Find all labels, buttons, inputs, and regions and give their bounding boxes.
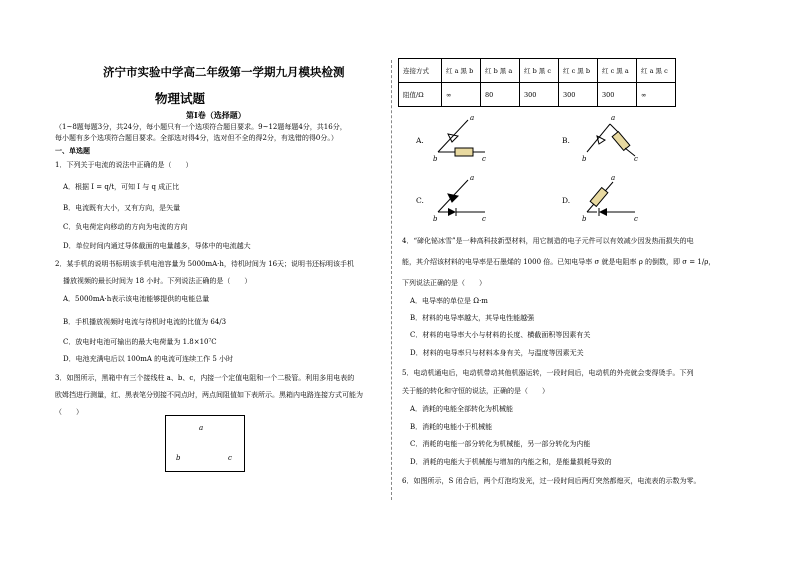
table-cell: 红 c 黑 a xyxy=(598,59,637,83)
column-divider xyxy=(391,60,392,500)
q3-stem-1: 3．如图所示，黑箱中有三个接线柱 a、b、c，内接一个定值电阻和一个二极管。利用多用电表的 xyxy=(55,374,355,382)
table-cell: 红 a 黑 c xyxy=(637,59,676,83)
table-cell: 300 xyxy=(598,83,637,107)
fig-d-terminal-c: c xyxy=(634,215,638,223)
fig-b-terminal-b: b xyxy=(582,155,587,163)
fig-d-terminal-a: a xyxy=(611,174,616,182)
q5-option-c: C．消耗的电能一部分转化为机械能，另一部分转化为内能 xyxy=(410,440,591,448)
q5-stem-1: 5．电动机通电后，电动机带动其他机器运转，一段时间后，电动机的外壳就会变得烫手。下列 xyxy=(402,369,694,377)
q3-stem-2: 欧姆挡进行测量，红、黑表笔分别接不同点时，两点间阻值如下表所示。黑箱内电路连接方式可能为 xyxy=(55,391,363,399)
q2-option-d: D．电池充满电后以 100mA 的电流可连续工作 5 小时 xyxy=(63,355,234,363)
table-header-resistance: 阻值/Ω xyxy=(399,83,442,107)
table-cell: 红 c 黑 b xyxy=(559,59,598,83)
measurement-table xyxy=(398,58,676,107)
school-title: 济宁市实验中学高二年级第一学期九月模块检测 xyxy=(103,65,345,79)
terminal-a: a xyxy=(199,424,204,432)
q5-option-a: A．消耗的电能全部转化为机械能 xyxy=(410,405,514,413)
circuit-option-c xyxy=(430,172,500,227)
table-row xyxy=(399,59,676,83)
instructions-line-2: 每小题有多个选项符合题目要求。全部选对得4分，选对但不全的得2分，有选错的得0分。） xyxy=(55,134,338,142)
q1-option-d: D．单位时间内通过导体截面的电量越多，导体中的电流越大 xyxy=(63,242,251,250)
q4-option-a: A．电导率的单位是 Ω·m xyxy=(410,297,488,305)
q1-option-c: C．负电荷定向移动的方向为电流的方向 xyxy=(63,223,188,231)
fig-c-terminal-c: c xyxy=(482,215,486,223)
q3-stem-3: （ ） xyxy=(55,408,83,416)
q2-option-b: B．手机播放视频时电流与待机时电流的比值为 64/3 xyxy=(63,318,227,326)
circuit-option-a xyxy=(430,112,500,167)
instructions-line-1: （1~8题每题3分，共24分，每小题只有一个选项符合题目要求。9~12题每题4分，共16分， xyxy=(55,123,347,131)
q5-stem-2: 关于能的转化和守恒的说法，正确的是（ ） xyxy=(402,387,549,395)
fig-a-terminal-b: b xyxy=(433,155,438,163)
table-cell: 80 xyxy=(481,83,520,107)
fig-a-terminal-c: c xyxy=(482,155,486,163)
fig-b-terminal-c: c xyxy=(634,155,638,163)
q5-option-d: D．消耗的电能大于机械能与增加的内能之和，是能量损耗导致的 xyxy=(410,458,612,466)
option-a-label: A. xyxy=(416,136,424,145)
q1-option-a: A．根据 I = q/t，可知 I 与 q 成正比 xyxy=(63,183,180,191)
q4-option-d: D．材料的电导率只与材料本身有关，与温度等因素无关 xyxy=(410,349,584,357)
part-title: 第Ⅰ卷（选择题） xyxy=(186,110,246,120)
table-cell: ∞ xyxy=(442,83,481,107)
table-row xyxy=(399,83,676,107)
option-b-label: B. xyxy=(562,136,570,145)
q4-stem-2: 能，其介绍该材料的电导率是石墨烯的 1000 倍。已知电导率 σ 就是电阻率 ρ 的倒数，即 σ = 1/ρ， xyxy=(402,258,716,266)
table-cell: 红 b 黑 c xyxy=(520,59,559,83)
q1-stem: 1．下列关于电流的说法中正确的是（ ） xyxy=(55,161,193,169)
fig-d-terminal-b: b xyxy=(582,215,587,223)
q2-option-c: C．放电时电池可输出的最大电荷量为 1.8×10⁷C xyxy=(63,338,217,346)
q4-option-c: C．材料的电导率大小与材料的长度、横截面积等因素有关 xyxy=(410,331,591,339)
fig-c-terminal-a: a xyxy=(470,174,475,182)
black-box xyxy=(165,415,245,472)
q2-stem-2: 播放视频的最长时间为 18 小时。下列说法正确的是（ ） xyxy=(63,277,252,285)
fig-b-terminal-a: a xyxy=(611,114,616,122)
q5-option-b: B．消耗的电能小于机械能 xyxy=(410,423,493,431)
q4-stem-1: 4．“碲化铋冰雪”是一种高科技新型材料，用它制造的电子元件可以有效减少因发热而损失的电 xyxy=(402,237,694,245)
table-header-connection: 连接方式 xyxy=(399,59,442,83)
table-cell: 300 xyxy=(520,83,559,107)
q4-option-b: B．材料的电导率越大，其导电性能越强 xyxy=(410,314,535,322)
q6-stem: 6．如图所示，S 闭合后，两个灯泡均发光，过一段时间后两灯突然都熄灭，电流表的示数为零。 xyxy=(402,477,701,485)
q2-option-a: A．5000mA·h表示该电池能够提供的电能总量 xyxy=(63,295,210,303)
terminal-c: c xyxy=(228,454,232,462)
q1-option-b: B．电流既有大小，又有方向，是矢量 xyxy=(63,204,181,212)
table-cell: 红 b 黑 a xyxy=(481,59,520,83)
option-c-label: C. xyxy=(416,196,424,205)
fig-a-terminal-a: a xyxy=(470,114,475,122)
section-heading: 一、单选题 xyxy=(55,146,90,155)
q2-stem-1: 2．某手机的说明书标明该手机电池容量为 5000mA·h，待机时间为 16天；说明书还标明该手机 xyxy=(55,260,355,268)
table-cell: 300 xyxy=(559,83,598,107)
table-cell: ∞ xyxy=(637,83,676,107)
fig-c-terminal-b: b xyxy=(433,215,438,223)
subject-title: 物理试题 xyxy=(155,91,206,106)
table-cell: 红 a 黑 b xyxy=(442,59,481,83)
option-d-label: D. xyxy=(562,196,571,205)
terminal-b: b xyxy=(176,454,181,462)
q4-stem-3: 下列说法正确的是（ ） xyxy=(402,279,486,287)
